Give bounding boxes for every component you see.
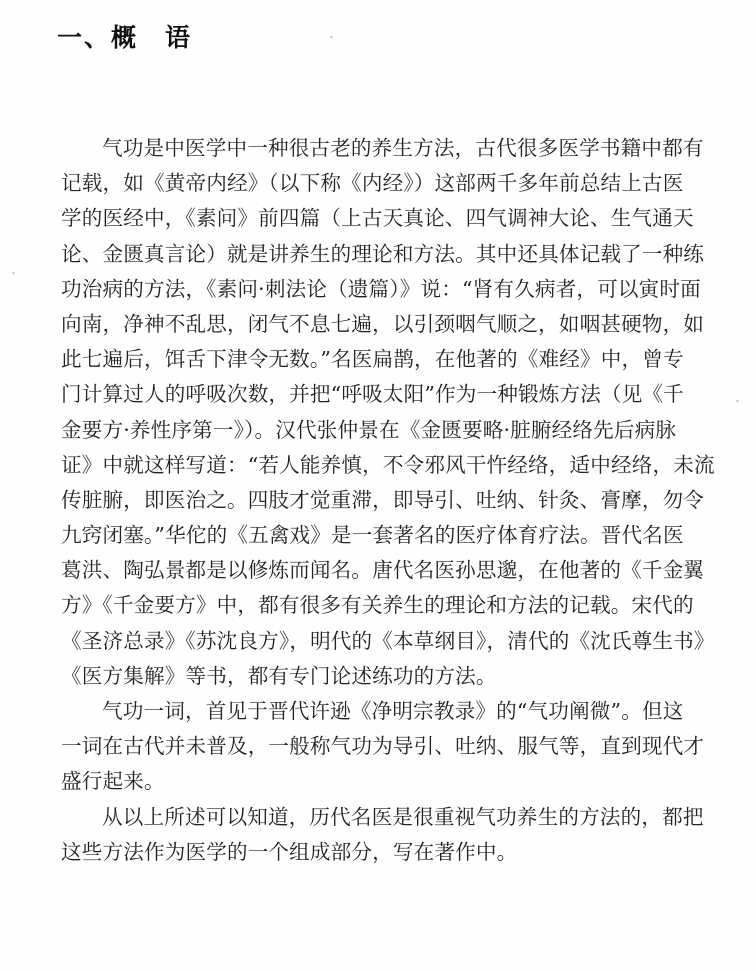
paragraph-2 xyxy=(61,694,723,800)
text-line: 论、金匮真言论）就是讲养生的理论和方法。其中还具体记载了一种练 xyxy=(61,241,705,266)
text-line: 一词在古代并未普及，一般称气功为导引、吐纳、服气等，直到现代才 xyxy=(61,734,705,759)
scan-artifact xyxy=(330,36,333,38)
text-line: 《医方集解》等书，都有专门论述练功的方法。 xyxy=(61,663,497,688)
text-line: 方》《千金要方》中，都有很多有关养生的理论和方法的记载。宋代的 xyxy=(61,593,694,618)
paragraph-1 xyxy=(61,131,723,694)
text-line: 学的医经中，《素问》前四篇（上古天真论、四气调神大论、生气通天 xyxy=(61,206,694,231)
section-heading: 一、概 语 xyxy=(57,23,193,52)
text-line: 此七遍后，饵舌下津令无数。”名医扁鹊，在他著的《难经》中，曾专 xyxy=(61,347,684,372)
text-line: 记载，如《黄帝内经》（以下称《内经》）这部两千多年前总结上古医 xyxy=(61,171,684,196)
text-line: 九窍闭塞。”华佗的《五禽戏》是一套著名的医疗体育疗法。晋代名医 xyxy=(61,523,684,548)
text-line: 从以上所述可以知道，历代名医是很重视气功养生的方法的，都把 xyxy=(102,804,704,829)
text-line: 葛洪、陶弘景都是以修炼而闻名。唐代名医孙思邈，在他著的《千金翼 xyxy=(61,558,705,583)
text-line: 向南，净神不乱思，闭气不息七遍，以引颈咽气顺之，如咽甚硬物，如 xyxy=(61,311,705,336)
scan-artifact xyxy=(736,400,739,402)
text-line: 气功一词，首见于晋代许逊《净明宗教录》的“气功阐微”。但这 xyxy=(102,699,684,723)
paragraph-3 xyxy=(61,800,723,870)
text-line: 这些方法作为医学的一个组成部分，写在著作中。 xyxy=(61,839,518,864)
text-line: 传脏腑，即医治之。四肢才觉重滞，即导引、吐纳、针灸、膏摩，勿令 xyxy=(61,487,705,512)
text-line: 门计算过人的呼吸次数，并把“呼吸太阳”作为一种锻炼方法（见《千 xyxy=(61,382,684,407)
body-text xyxy=(61,131,723,870)
text-line: 金要方·养性序第一》）。汉代张仲景在《金匮要略·脏腑经络先后病脉 xyxy=(61,417,677,442)
text-line: 盛行起来。 xyxy=(61,769,165,794)
text-line: 功治病的方法，《素问·刺法论（遗篇）》说：“肾有久病者，可以寅时面 xyxy=(61,276,701,301)
text-line: 《圣济总录》《苏沈良方》，明代的《本草纲目》，清代的《沈氏尊生书》 xyxy=(61,628,715,653)
text-line: 证》中就这样写道：“若人能养慎，不令邪风干忤经络，适中经络，未流 xyxy=(61,452,715,477)
scan-artifact xyxy=(12,271,15,275)
text-line: 气功是中医学中一种很古老的养生方法，古代很多医学书籍中都有 xyxy=(102,136,704,160)
